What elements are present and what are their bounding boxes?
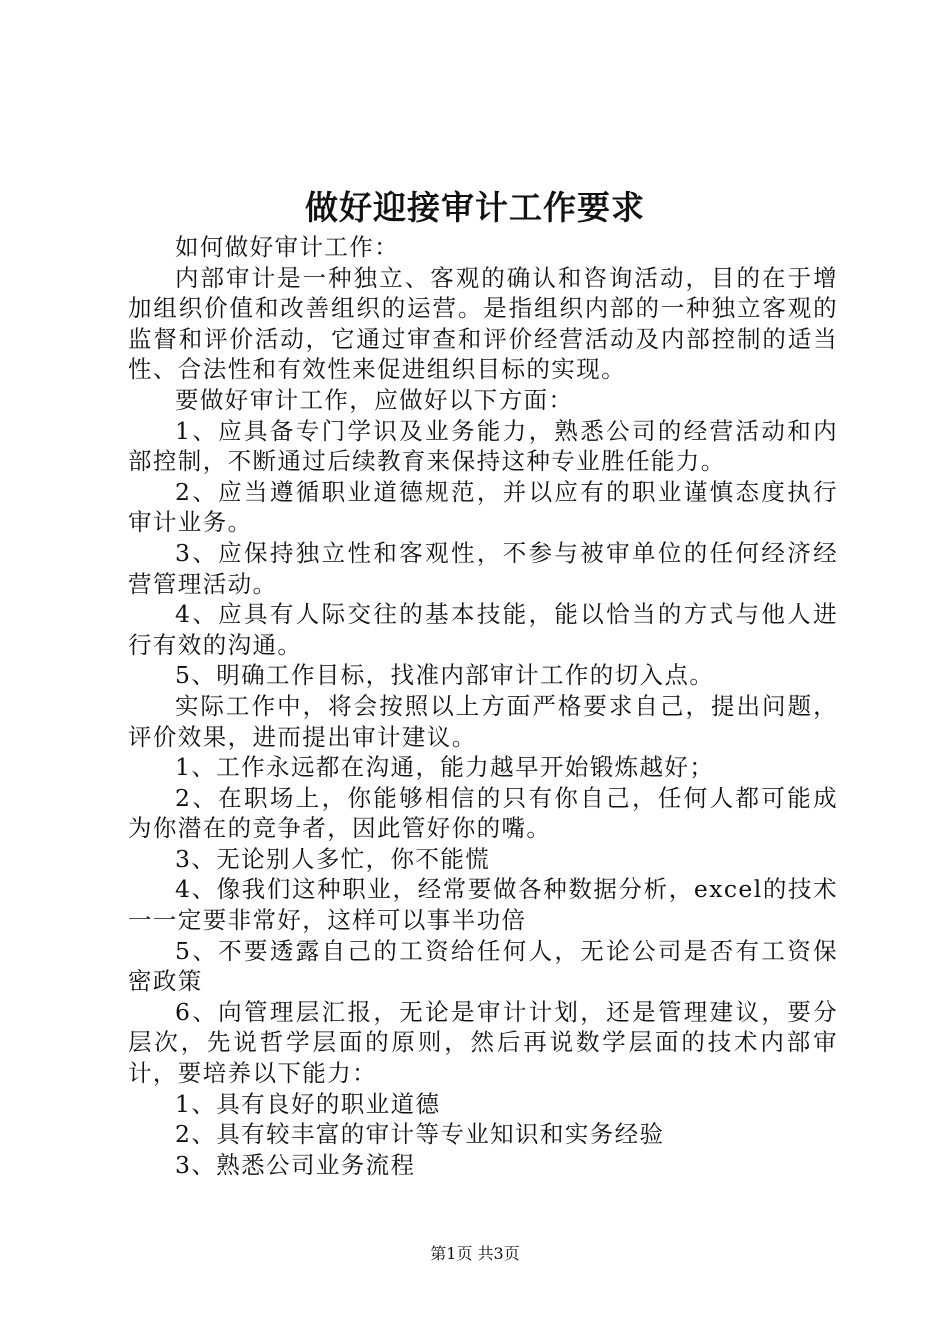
- paragraph: 3、无论别人多忙，你不能慌: [175, 844, 491, 873]
- paragraph: 1、应具备专门学识及业务能力，熟悉公司的经营活动和内部控制，不断通过后续教育来保持这种专业胜任能力。: [128, 416, 838, 476]
- paragraph: 内部审计是一种独立、客观的确认和咨询活动，目的在于增加组织价值和改善组织的运营。是指组织内部的一种独立客观的监督和评价活动，它通过审查和评价经营活动及内部控制的适当性、合法性和有效性来促进组织目标的实现。: [128, 263, 838, 384]
- paragraph: 要做好审计工作，应做好以下方面：: [175, 385, 574, 414]
- paragraph: 3、应保持独立性和客观性，不参与被审单位的任何经济经营管理活动。: [128, 538, 838, 598]
- paragraph: 2、具有较丰富的审计等专业知识和实务经验: [175, 1120, 665, 1149]
- paragraph: 2、应当遵循职业道德规范，并以应有的职业谨慎态度执行审计业务。: [128, 477, 838, 537]
- document-title: 做好迎接审计工作要求: [305, 188, 645, 227]
- paragraph: 5、不要透露自己的工资给任何人，无论公司是否有工资保密政策: [128, 936, 838, 996]
- paragraph: 实际工作中，将会按照以上方面严格要求自己，提出问题，评价效果，进而提出审计建议。: [128, 691, 838, 751]
- paragraph: 6、向管理层汇报，无论是审计计划，还是管理建议，要分层次，先说哲学层面的原则，然后再说数学层面的技术内部审计，要培养以下能力：: [128, 997, 838, 1088]
- page-number-footer: 第1页 共3页: [430, 1244, 520, 1263]
- paragraph: 如何做好审计工作：: [175, 233, 400, 261]
- paragraph: 5、明确工作目标，找准内部审计工作的切入点。: [175, 661, 715, 690]
- paragraph: 1、工作永远都在沟通，能力越早开始锻炼越好；: [175, 753, 715, 782]
- paragraph: 3、熟悉公司业务流程: [175, 1150, 416, 1179]
- document-body: [128, 232, 838, 1180]
- paragraph: 2、在职场上，你能够相信的只有你自己，任何人都可能成为你潜在的竞争者，因此管好你的嘴。: [128, 783, 838, 843]
- paragraph: 4、应具有人际交往的基本技能，能以恰当的方式与他人进行有效的沟通。: [128, 600, 838, 659]
- paragraph: 4、像我们这种职业，经常要做各种数据分析，excel的技术一一定要非常好，这样可以事半功倍: [128, 875, 838, 935]
- paragraph: 1、具有良好的职业道德: [175, 1089, 441, 1118]
